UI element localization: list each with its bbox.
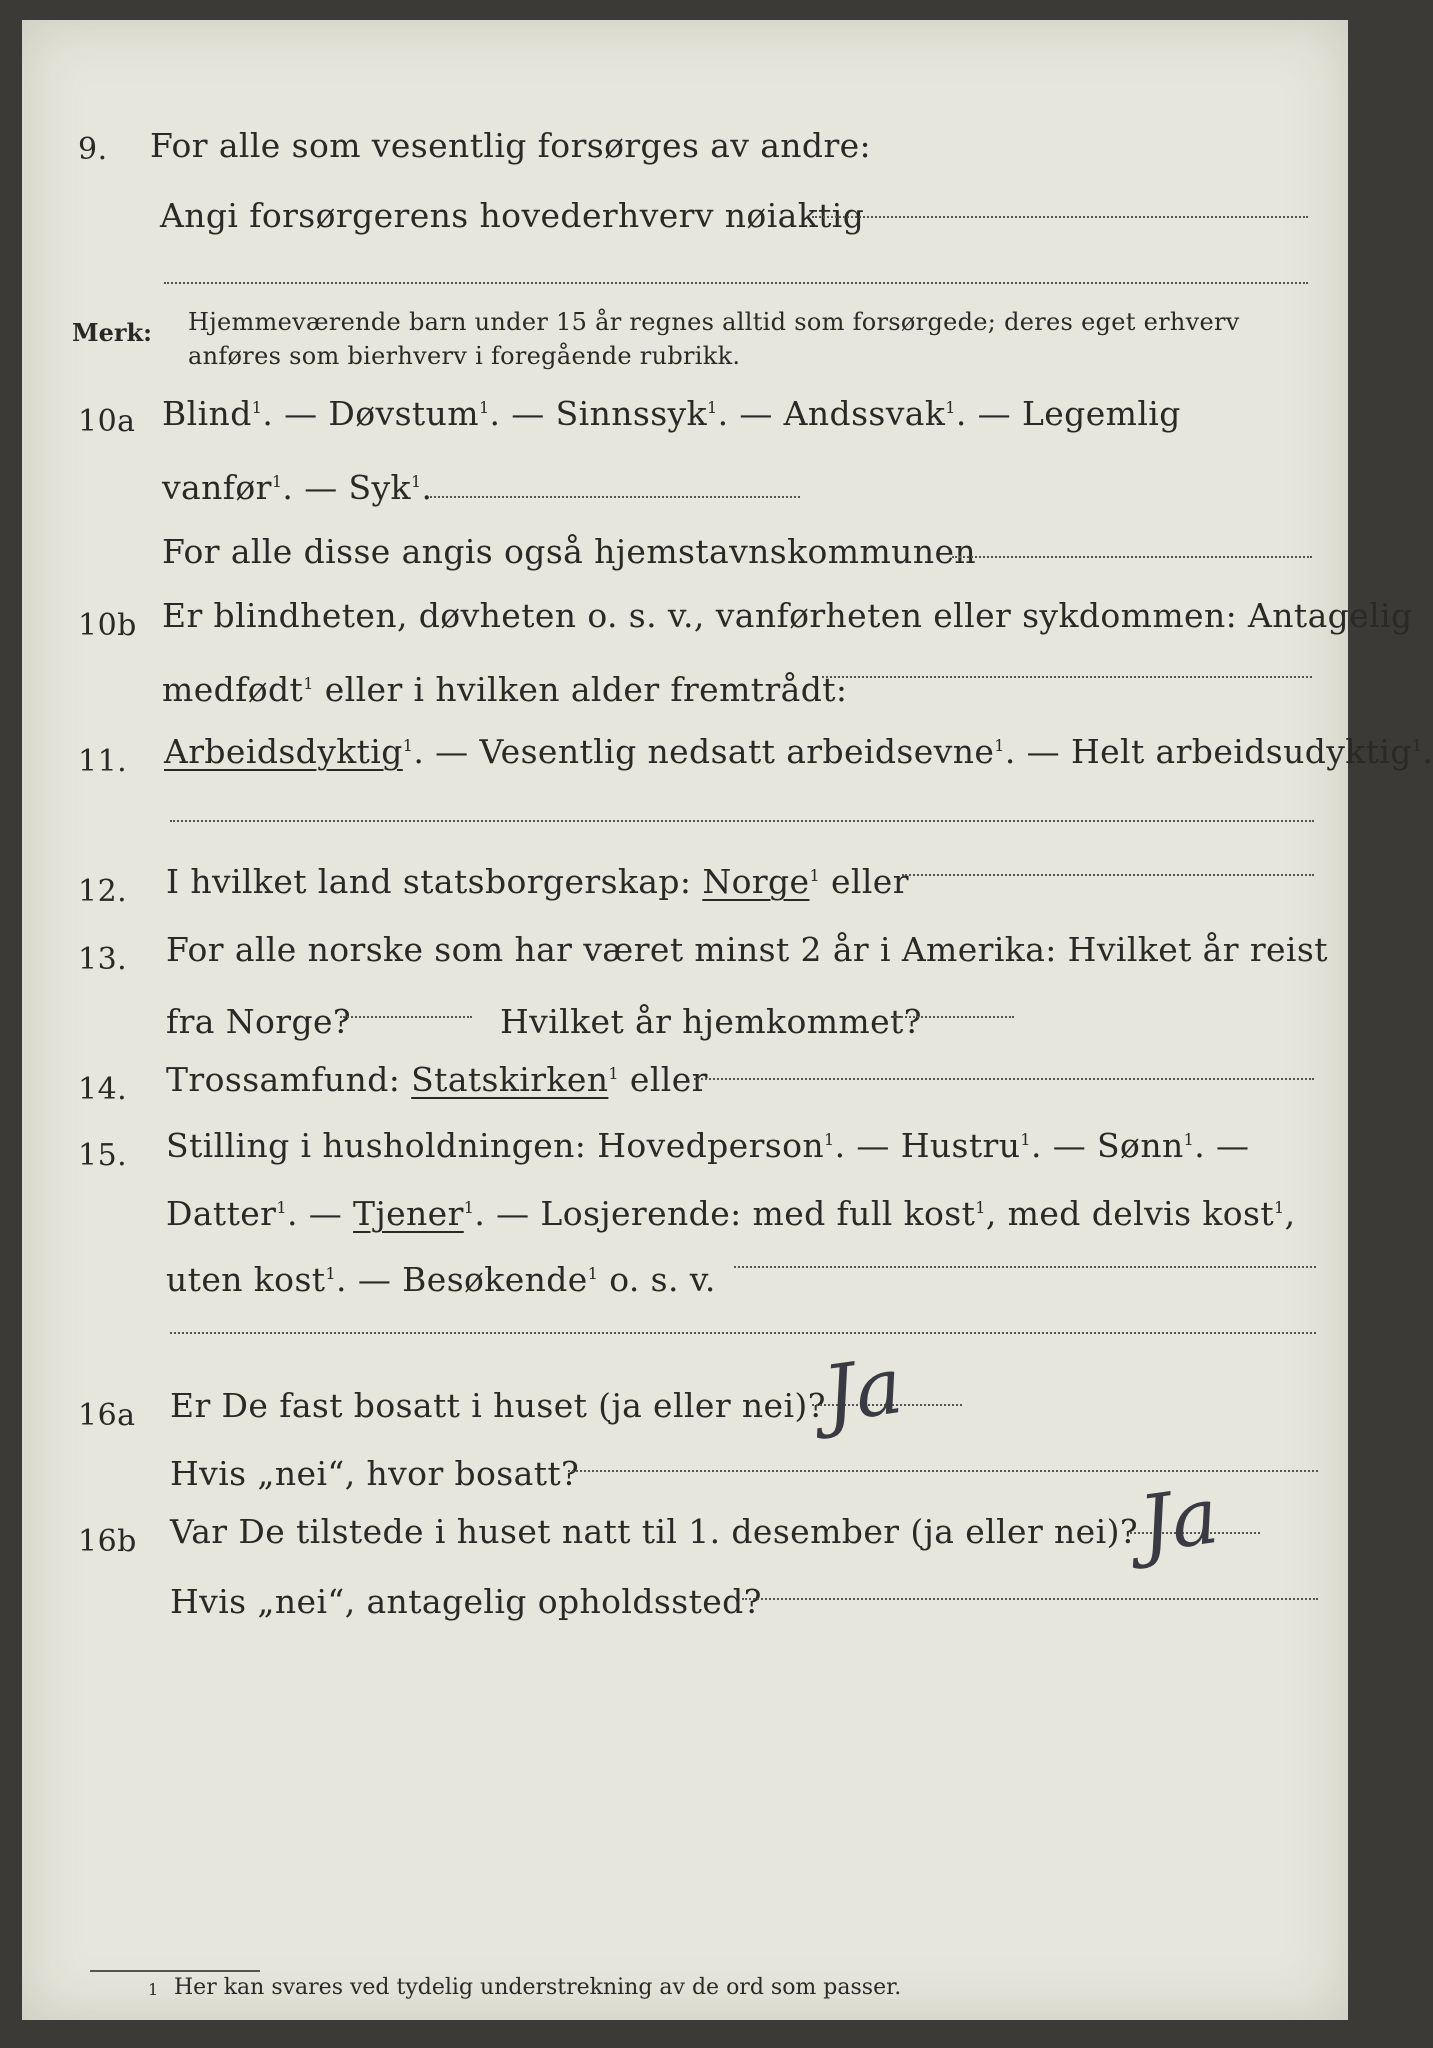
q14-number: 14. bbox=[78, 1072, 128, 1107]
footnote-number: 1 bbox=[148, 1980, 159, 1999]
q9-answer-line-1 bbox=[812, 216, 1308, 218]
option-andssvak[interactable]: Andssvak bbox=[783, 394, 946, 433]
q16b-handwritten-answer: Ja bbox=[1134, 1471, 1224, 1571]
q15-number: 15. bbox=[78, 1138, 128, 1173]
q16a-line-2: Hvis „nei“, hvor bosatt? bbox=[170, 1454, 580, 1493]
q12-number: 12. bbox=[78, 874, 128, 909]
q10a-line-3: For alle disse angis også hjemstavnskommunen bbox=[162, 532, 977, 571]
q10b-number: 10b bbox=[78, 608, 137, 643]
q10b-line-2: medfødt$^1$ eller i hvilken alder fremtrådt: bbox=[162, 670, 848, 709]
option-dovstum[interactable]: Døvstum bbox=[328, 394, 479, 433]
q11-line: Arbeidsdyktig$^1$. — Vesentlig nedsatt arbeidsevne$^1$. — Helt arbeidsudyktig$^1$. bbox=[164, 732, 1433, 771]
q11-answer-line bbox=[170, 820, 1314, 822]
q15-line-3: uten kost$^1$. — Besøkende$^1$ o. s. v. bbox=[166, 1260, 716, 1299]
q10a-line-1: Blind$^1$. — Døvstum$^1$. — Sinnssyk$^1$. — Andssvak$^1$. — Legemlig bbox=[162, 394, 1181, 433]
q16b-opholdssted-answer-line bbox=[742, 1598, 1318, 1600]
q10a-line-2: vanfør$^1$. — Syk$^1$. bbox=[162, 468, 433, 507]
merk-label: Merk: bbox=[72, 318, 152, 347]
q13-reist-answer-line bbox=[340, 1016, 472, 1018]
q14-line: Trossamfund: Statskirken$^1$ eller bbox=[166, 1060, 708, 1099]
q14-answer-line bbox=[694, 1078, 1314, 1080]
option-sinnssyk[interactable]: Sinnssyk bbox=[555, 394, 707, 433]
q16b-line-1: Var De tilstede i huset natt til 1. desember (ja eller nei)? bbox=[170, 1512, 1138, 1551]
q10b-answer-line bbox=[822, 676, 1312, 678]
q11-number: 11. bbox=[78, 744, 128, 779]
q13-hjemkommet-answer-line bbox=[894, 1016, 1014, 1018]
merk-text-line-2: anføres som bierhverv i foregående rubrikk. bbox=[188, 342, 741, 370]
option-legemlig[interactable]: Legemlig bbox=[1021, 394, 1181, 433]
q10a-hjemstavn-answer-line bbox=[952, 556, 1312, 558]
q13-line-2b: Hvilket år hjemkommet? bbox=[500, 1002, 922, 1041]
q10b-line-1: Er blindheten, døvheten o. s. v., vanførheten eller sykdommen: Antagelig bbox=[162, 596, 1413, 635]
option-tjener-underlined[interactable]: Tjener bbox=[353, 1194, 464, 1233]
q15-answer-line-2 bbox=[170, 1332, 1316, 1334]
q16b-number: 16b bbox=[78, 1524, 137, 1559]
q16a-handwritten-answer: Ja bbox=[818, 1341, 908, 1441]
option-syk[interactable]: Syk bbox=[348, 468, 411, 507]
option-norge-underlined[interactable]: Norge bbox=[702, 862, 810, 901]
q16a-line-1: Er De fast bosatt i huset (ja eller nei)? bbox=[170, 1386, 826, 1425]
q15-answer-line-1 bbox=[734, 1266, 1316, 1268]
option-statskirken-underlined[interactable]: Statskirken bbox=[411, 1060, 609, 1099]
merk-text-line-1: Hjemmeværende barn under 15 år regnes alltid som forsørgede; deres eget erhverv bbox=[188, 308, 1240, 336]
q9-answer-line-2 bbox=[164, 282, 1308, 284]
q9-prompt: Angi forsørgerens hovederhverv nøiaktig bbox=[160, 196, 865, 235]
q12-line: I hvilket land statsborgerskap: Norge$^1$ eller bbox=[166, 862, 909, 901]
q10a-number: 10a bbox=[78, 404, 136, 439]
q13-number: 13. bbox=[78, 942, 128, 977]
option-medfodt[interactable]: medfødt bbox=[162, 670, 304, 709]
q12-answer-line bbox=[902, 874, 1314, 876]
option-arbeidsdyktig-underlined[interactable]: Arbeidsdyktig bbox=[164, 732, 403, 771]
q13-line-2a: fra Norge? bbox=[166, 1002, 352, 1041]
footnote-text: Her kan svares ved tydelig understrekning av de ord som passer. bbox=[174, 1975, 902, 2000]
census-form-page bbox=[22, 20, 1433, 2020]
q9-number: 9. bbox=[78, 132, 108, 167]
option-vanfor[interactable]: vanfør bbox=[162, 468, 272, 507]
q15-line-1: Stilling i husholdningen: Hovedperson$^1$. — Hustru$^1$. — Sønn$^1$. — bbox=[166, 1126, 1250, 1165]
q13-line-1: For alle norske som har været minst 2 år i Amerika: Hvilket år reist bbox=[166, 930, 1328, 969]
q10a-syk-answer-line bbox=[430, 496, 800, 498]
option-blind[interactable]: Blind bbox=[162, 394, 252, 433]
q16a-number: 16a bbox=[78, 1398, 136, 1433]
footnote-rule bbox=[90, 1970, 260, 1972]
q16b-line-2: Hvis „nei“, antagelig opholdssted? bbox=[170, 1582, 762, 1621]
q15-line-2: Datter$^1$. — Tjener$^1$. — Losjerende: med full kost$^1$, med delvis kost$^1$, bbox=[166, 1194, 1296, 1233]
q9-question: For alle som vesentlig forsørges av andre: bbox=[150, 126, 872, 165]
